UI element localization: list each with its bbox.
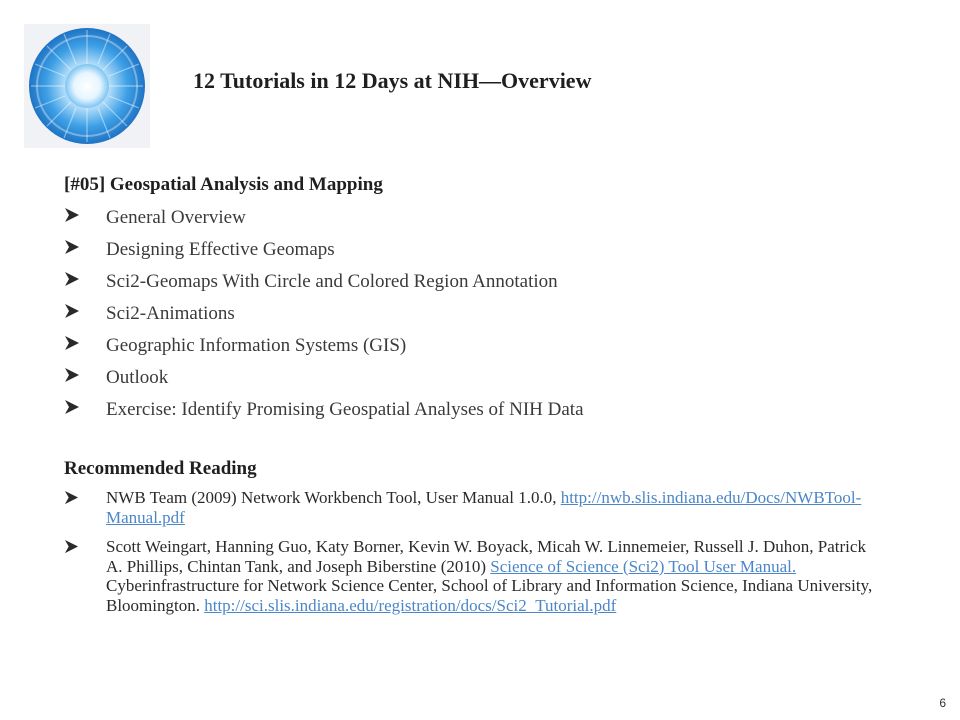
list-item-label: Exercise: Identify Promising Geospatial Analyses of NIH Data <box>106 399 584 420</box>
reference-citation: NWB Team (2009) Network Workbench Tool, User Manual 1.0.0, <box>106 488 561 507</box>
list-item <box>64 202 584 234</box>
list-item <box>64 330 584 362</box>
arrowhead-bullet-icon <box>64 207 106 229</box>
reference-item <box>64 537 884 615</box>
nwb-manual-link[interactable]: http://nwb.slis.indiana.edu/Docs/NWBTool-Manual.pdf <box>106 488 862 527</box>
list-item-label: Geographic Information Systems (GIS) <box>106 335 407 356</box>
list-item <box>64 298 584 330</box>
list-item <box>64 394 584 426</box>
page-number: 6 <box>939 696 946 710</box>
slide-title: 12 Tutorials in 12 Days at NIH—Overview <box>193 68 592 93</box>
list-item-label: General Overview <box>106 207 246 228</box>
arrowhead-bullet-icon <box>64 367 106 389</box>
sci2-tutorial-link[interactable]: http://sci.slis.indiana.edu/registration/docs/Sci2_Tutorial.pdf <box>204 595 617 615</box>
eye-logo <box>24 24 150 148</box>
reference-citation: Scott Weingart, Hanning Guo, Katy Borner, Kevin W. Boyack, Micah W. Linnemeier, Russell J. Duhon, Patrick A. Phillips, Chintan Tank, and Joseph Biberstine (2010) <box>106 537 866 576</box>
topic-list <box>64 202 584 426</box>
list-item <box>64 234 584 266</box>
list-item <box>64 362 584 394</box>
section-heading: [#05] Geospatial Analysis and Mapping <box>64 174 383 195</box>
arrowhead-bullet-icon <box>64 335 106 357</box>
reference-publisher: Cyberinfrastructure for Network Science Center, School of Library and Information Science, Indiana University, Bloomington. <box>106 576 873 615</box>
reference-text <box>106 537 884 615</box>
reading-heading: Recommended Reading <box>64 458 257 479</box>
reference-text <box>106 488 884 527</box>
arrowhead-bullet-icon <box>64 490 106 527</box>
reference-item <box>64 488 884 527</box>
list-item-label: Outlook <box>106 367 169 388</box>
sci2-manual-link[interactable]: Science of Science (Sci2) Tool User Manual. <box>490 556 797 576</box>
arrowhead-bullet-icon <box>64 239 106 261</box>
list-item-label: Designing Effective Geomaps <box>106 239 335 260</box>
arrowhead-bullet-icon <box>64 399 106 421</box>
list-item-label: Sci2-Geomaps With Circle and Colored Region Annotation <box>106 271 558 292</box>
arrowhead-bullet-icon <box>64 539 106 615</box>
list-item <box>64 266 584 298</box>
arrowhead-bullet-icon <box>64 271 106 293</box>
list-item-label: Sci2-Animations <box>106 303 235 324</box>
arrowhead-bullet-icon <box>64 303 106 325</box>
reference-list <box>64 488 884 625</box>
